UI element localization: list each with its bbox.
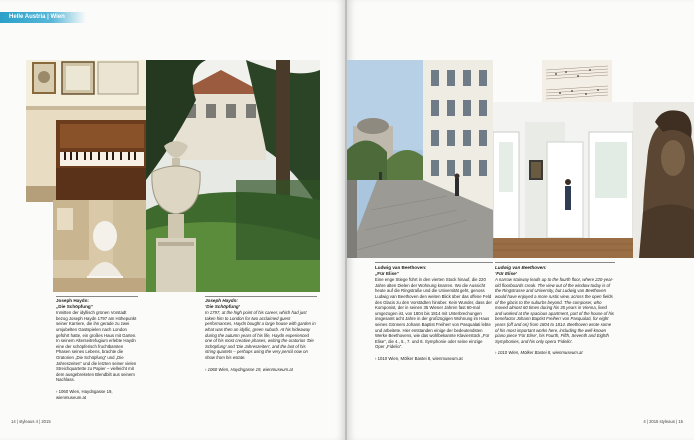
right-col1-address: › 1010 Wien, Mölker Bastei 8, wienmuseum.at: [375, 355, 463, 361]
right-col1-rule: [375, 262, 493, 263]
right-col2-heading: Ludwig van Beethoven:: [495, 265, 547, 270]
right-col1-body: Eine enge Stiege führt in den vierten Stock hinauf, die 220 Jahre alten Dielen der Wohnung knarren. Wo die Aussicht heute auf die Ringstraße und die Universität geht, genoss Ludwig van Beethoven den weiten Blick über das offene Feld des Glacis zu den Vorstädten hinüber. Kein Wunder, dass der Komponist, der in seinen 35 Wiener Jahren fast 60-mal umgezogen ist, von 1804 bis 1814 mit Unterbrechungen insgesamt acht Jahre in der großzügigen Wohnung im Haus seines Gönners Johann Baptist Freiherr von Pasqualati lebte und arbeitete. Hier entstanden einige der bedeutendsten Werke Beethovens, wie das wohlbekannte Klavierstück „Für Elise“, die 4., 5., 7. und 8. Symphonie oder seine einzige Oper „Fidelio“.: [375, 277, 492, 350]
left-col2-rule: [205, 296, 317, 297]
photo-haydn-interior: [26, 60, 146, 202]
haydn-garden-illustration: [146, 60, 320, 292]
photo-haydn-garden: [146, 60, 320, 292]
right-col2-subheading: ‘Für Elise’: [495, 270, 517, 276]
beethoven-bust-illustration: [633, 102, 694, 258]
left-col1-body: Inmitten der idyllisch grünen Vorstadt bezog Joseph Haydn 1797 am Höhepunkt seiner Karriere, die ihn gerade zu zwei umjubelten Gastspielen nach London geführt hatte, ein großes Haus mit Garten. In seinem Alterseitrefugium erlebte Haydn eine der schöpferisch fruchtbarsten Phasen seines Lebens, brachte die Oratorien „Die Schöpfung“ und „Die Jahreszeiten“ und die letzten seiner vielen Streichquartette zu Papier – vielleicht mit dem ausgebreiteten Blendbilt aus seinem Nachlass.: [56, 310, 137, 383]
right-col2-address: › 1010 Wien, Mölker Bastei 8, wienmuseum.at: [495, 350, 583, 356]
photo-beethoven-interior: [493, 102, 633, 258]
right-col1-subheading: „Für Elise“: [375, 270, 399, 276]
right-col1-heading: Ludwig van Beethoven:: [375, 265, 427, 270]
haydn-bust-illustration: [53, 200, 146, 292]
left-col1-address: › 1060 Wien, Haydngasse 19, wienmuseum.at: [56, 388, 113, 400]
left-col2-caption: [205, 298, 317, 372]
left-col1-subheading: „Die Schöpfung“: [56, 303, 94, 309]
left-col1-rule: [56, 296, 138, 297]
left-col1-caption: [56, 298, 138, 400]
beethoven-interior-illustration: [493, 102, 633, 258]
photo-beethoven-street: [347, 60, 493, 258]
section-tab: Helle Austria | Wien: [0, 12, 86, 23]
haydn-interior-illustration: [26, 60, 146, 202]
right-folio: 4 | 2015 styleaus | 15: [643, 419, 683, 424]
left-col2-subheading: ‘Die Schöpfung’: [205, 303, 240, 309]
beethoven-street-illustration: [347, 60, 493, 258]
left-col2-body: In 1797, at the high point of his career, which had just taken him to London for two acclaimed guest performances, Haydn bought a large house with garden in what was then an idyllic, green suburb. At his hideaway during the autumn years of his life, Haydn experienced one of his most creative phases, writing the oratorios 'Die Schöpfung' and 'Die Jahreszeiten', and the last of his string quartets – perhaps using the very pencil now on show from his estate.: [205, 310, 316, 360]
right-col2-caption: [495, 265, 615, 356]
photo-beethoven-bust: [633, 102, 694, 258]
left-col1-heading: Joseph Haydn:: [56, 298, 89, 303]
left-folio: 14 | styleaus 4 | 2015: [11, 419, 51, 424]
right-page: [347, 0, 694, 440]
right-col2-body: A narrow stairway leads up to the fourth floor, where 220-year-old floorboards creak. The view out of the window today is of the Ringstrasse and University, but Ludwig van Beethoven would have enjoyed a more rustic view, across the open fields of the glacis to the suburbs beyond. The composer, who moved almost 60 times during his 35 years in Vienna, lived and worked at the spacious apartment, part of the house of his benefactor Johann Baptist Freiherr von Pasqualati, for eight years (off and on) from 1804 to 1814. Beethoven wrote some of his most important works here, including the well-known piano piece 'Für Elise', his Fourth, Fifth, Seventh and Eighth Symphonies, and his only opera 'Fidelio'.: [495, 277, 614, 344]
photo-haydn-bust: [53, 200, 146, 292]
left-col2-address: › 1060 Wien, Haydngasse 19, wienmuseum.at: [205, 366, 293, 372]
right-col1-caption: [375, 265, 493, 362]
left-page: [0, 0, 345, 440]
right-col2-rule: [495, 262, 615, 263]
left-col2-heading: Joseph Haydn:: [205, 298, 238, 303]
